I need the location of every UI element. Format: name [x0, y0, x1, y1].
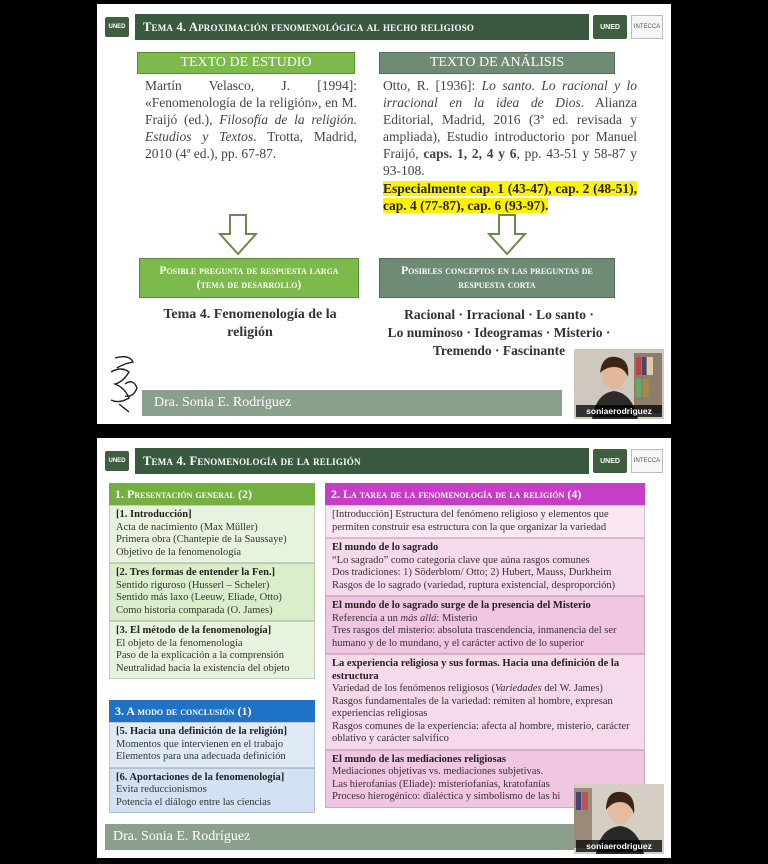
- webcam-video: [574, 349, 664, 419]
- slide-2: [97, 438, 671, 858]
- phenomenology-task-panel: [325, 483, 645, 808]
- signature-logo-icon: [105, 354, 141, 416]
- webcam-video: [574, 784, 664, 854]
- author-footer: Dra. Sonia E. Rodríguez: [142, 390, 562, 416]
- short-answer-concepts: Racional · Irracional · Lo santo · Lo numinoso · Ideogramas · Misterio · Tremendo · Fascinante: [387, 307, 611, 358]
- uned-small-logo: UNED: [105, 17, 129, 37]
- uned-logo: UNED: [593, 15, 627, 39]
- slide-header: [105, 14, 663, 40]
- down-arrow-icon: [487, 214, 527, 256]
- section-contributions: [6. Aportaciones de la fenomenología] Evita reduccionismos Potencia el diálogo entre las ciencias: [109, 768, 315, 814]
- uned-logo: UNED: [593, 449, 627, 473]
- general-presentation-panel: [109, 483, 315, 679]
- author-footer: Dra. Sonia E. Rodríguez: [105, 824, 575, 850]
- phenomenology-task-header: 2. La tarea de la fenomenología de la religión (4): [325, 483, 645, 505]
- intecca-logo: INTECCA: [631, 449, 663, 473]
- study-text-header: TEXTO DE ESTUDIO: [137, 52, 355, 74]
- webcam-username: soniaerodriguez: [576, 840, 662, 852]
- section-introduction: [1. Introducción] Acta de nacimiento (Max Müller) Primera obra (Chantepie de la Saussaye) Objetivo de la fenomenología: [109, 505, 315, 563]
- slide-title: Tema 4. Aproximación fenomenológica al hecho religioso: [135, 14, 589, 40]
- section-sacred-world: El mundo de lo sagrado “Lo sagrado” como categoría clave que aúna rasgos comunes Dos tradiciones: 1) Söderblom/ Otto; 2) Hubert, Mauss, Durkheim Rasgos de lo sagrado (variedad, ruptura existencial, desproporción): [325, 538, 645, 596]
- section-mediations: El mundo de las mediaciones religiosas Mediaciones objetivas vs. mediaciones subjetivas. Las hierofanías (Eliade): misteriofanías, kratofanías Proceso hierogénico: dialéctica y simbolismo de las hi: [325, 750, 645, 808]
- uned-small-logo: UNED: [105, 451, 129, 471]
- intecca-logo: INTECCA: [631, 15, 663, 39]
- long-answer-question-header: Posible pregunta de respuesta larga (tema de desarrollo): [139, 258, 359, 298]
- slide-title: Tema 4. Fenomenología de la religión: [135, 448, 589, 474]
- long-answer-topic: Tema 4. Fenomenología de la religión: [163, 307, 337, 340]
- section-mystery: El mundo de lo sagrado surge de la presencia del Misterio Referencia a un más allá: Misterio Tres rasgos del misterio: absoluta trascendencia, inmanencia del ser humano y de lo mundano, y el carácter activo de lo superior: [325, 596, 645, 654]
- section-definition: [5. Hacia una definición de la religión] Momentos que intervienen en el trabajo Elementos para una adecuada definición: [109, 722, 315, 768]
- short-answer-concepts-header: Posibles conceptos en las preguntas de respuesta corta: [379, 258, 615, 298]
- conclusion-panel: [109, 700, 315, 813]
- conclusion-header: 3. A modo de conclusión (1): [109, 700, 315, 722]
- highlighted-chapters: Especialmente cap. 1 (43-47), cap. 2 (48-51), cap. 4 (77-87), cap. 6 (93-97).: [383, 181, 637, 213]
- general-presentation-header: 1. Presentación general (2): [109, 483, 315, 505]
- analysis-text-reference: Otto, R. [1936]: Lo santo. Lo racional y lo irracional en la idea de Dios. Alianza Editorial, Madrid, 2016 (3ª ed. revisada y ampliada), Estudio introductorio por Manuel Fraijó, caps. 1, 2, 4 y 6, pp. 43-51 y 58-87 y 93-108. Especialmente cap. 1 (43-47), cap. 2 (48-51), cap. 4 (77-87), cap. 6 (93-97).: [383, 78, 638, 213]
- webcam-username: soniaerodriguez: [576, 405, 662, 417]
- study-text-reference: Martín Velasco, J. [1994]: «Fenomenología de la religión», en M. Fraijó (ed.), Filosofía de la religión. Estudios y Textos. Trotta, Madrid, 2010 (4ª ed.), pp. 67-87.: [145, 78, 357, 161]
- slide-1: [97, 4, 671, 424]
- analysis-text-header: TEXTO DE ANÁLISIS: [379, 52, 615, 74]
- section-task-intro: [Introducción] Estructura del fenómeno religioso y elementos que permiten construir esa estructura con la que organizar la variedad: [325, 505, 645, 538]
- down-arrow-icon: [218, 214, 258, 256]
- section-three-forms: [2. Tres formas de entender la Fen.] Sentido riguroso (Husserl – Scheler) Sentido más laxo (Leeuw, Eliade, Otto) Como historia comparada (O. James): [109, 563, 315, 621]
- section-religious-experience: La experiencia religiosa y sus formas. Hacia una definición de la estructura Variedad de los fenómenos religiosos (Variedades del W. James) Rasgos fundamentales de la variedad: remiten al hombre, expresan experiencias religiosas Rasgos comunes de la experiencia: afecta al hombre, misterio, carácter oblativo y carácter salvífico: [325, 654, 645, 750]
- section-method: [3. El método de la fenomenología] El objeto de la fenomenología Paso de la explicación a la comprensión Neutralidad hacia la existencia del objeto: [109, 621, 315, 679]
- slide-header: [105, 448, 663, 474]
